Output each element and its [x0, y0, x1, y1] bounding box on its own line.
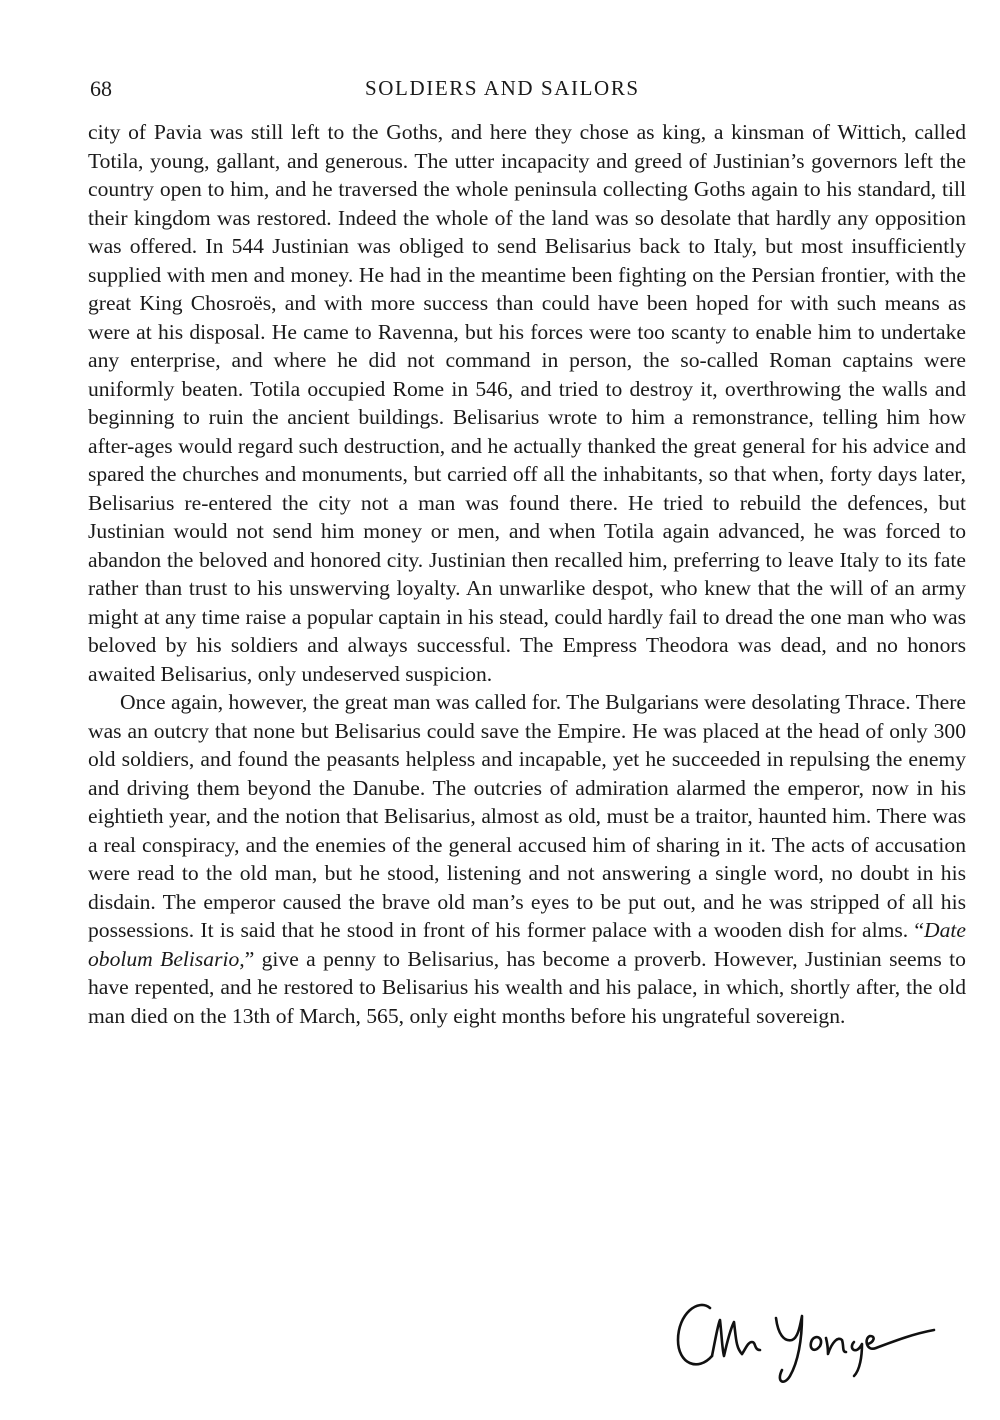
author-signature: [672, 1290, 942, 1400]
running-title: SOLDIERS AND SAILORS: [365, 76, 640, 100]
paragraph-1-text: city of Pavia was still left to the Goths, and here they chose as king, a kinsman of Wittich, called Totila, young, gallant, and generous. The utter incapacity and greed of Justinian’s governors left the country open to him, and he traversed the whole peninsula collecting Goths again to his standard, till their kingdom was restored. Indeed the whole of the land was so desolate that hardly any opposition was offered. In 544 Justinian was obliged to send Belisarius back to Italy, but most insufficiently supplied with men and money. He had in the meantime been fighting on the Persian frontier, with the great King Chosroës, and with more success than could have been hoped for with such means as were at his disposal. He came to Ravenna, but his forces were too scanty to enable him to undertake any enterprise, and where he did not command in person, the so-called Roman captains were uniformly beaten. Totila occupied Rome in 546, and tried to destroy it, overthrowing the walls and beginning to ruin the ancient buildings. Belisarius wrote to him a remonstrance, telling him how after-ages would regard such destruction, and he actually thanked the great general for his advice and spared the churches and monuments, but carried off all the inhabitants, so that when, forty days later, Belisarius re-entered the city not a man was found there. He tried to rebuild the defences, but Justinian would not send him money or men, and when Totila again advanced, he was forced to abandon the beloved and honored city. Justinian then recalled him, preferring to leave Italy to its fate rather than trust to his unswerving loyalty. An unwarlike despot, who knew that the will of an army might at any time raise a popular captain in his stead, could hardly fail to dread the one man who was beloved by his soldiers and always successful. The Empress Theodora was dead, and no honors awaited Belisarius, only undeserved suspicion.: [88, 120, 966, 686]
latin-quote: Date obolum Belisario,: [88, 918, 966, 971]
paragraph-2-text: Once again, however, the great man was called for. The Bulgarians were desolating Thrace. There was an outcry that none but Belisarius could save the Empire. He was placed at the head of only 300 old soldiers, and found the peasants helpless and incapable, yet he succeeded in repulsing the enemy and driving them beyond the Danube. The outcries of admiration alarmed the emperor, now in his eightieth year, and the notion that Belisarius, almost as old, must be a traitor, haunted him. There was a real conspiracy, and the enemies of the general accused him of sharing in it. The acts of accusation were read to the old man, but he stood, listening and not answering a single word, no doubt in his disdain. The emperor caused the brave old man’s eyes to be put out, and he was stripped of all his possessions. It is said that he stood in front of his former palace with a wooden dish for alms. “: [88, 690, 966, 942]
paragraph-1: [88, 118, 966, 688]
paragraph-2-text-continued: ” give a penny to Belisarius, has become a proverb. However, Justinian seems to have repented, and he restored to Belisarius his wealth and his palace, in which, shortly after, the old man died on the 13th of March, 565, only eight months before his ungrateful sovereign.: [88, 946, 966, 1028]
paragraph-2: [88, 688, 966, 1030]
page-header: [0, 76, 1000, 108]
page-number: 68: [90, 76, 112, 101]
body-text: [88, 118, 966, 1030]
